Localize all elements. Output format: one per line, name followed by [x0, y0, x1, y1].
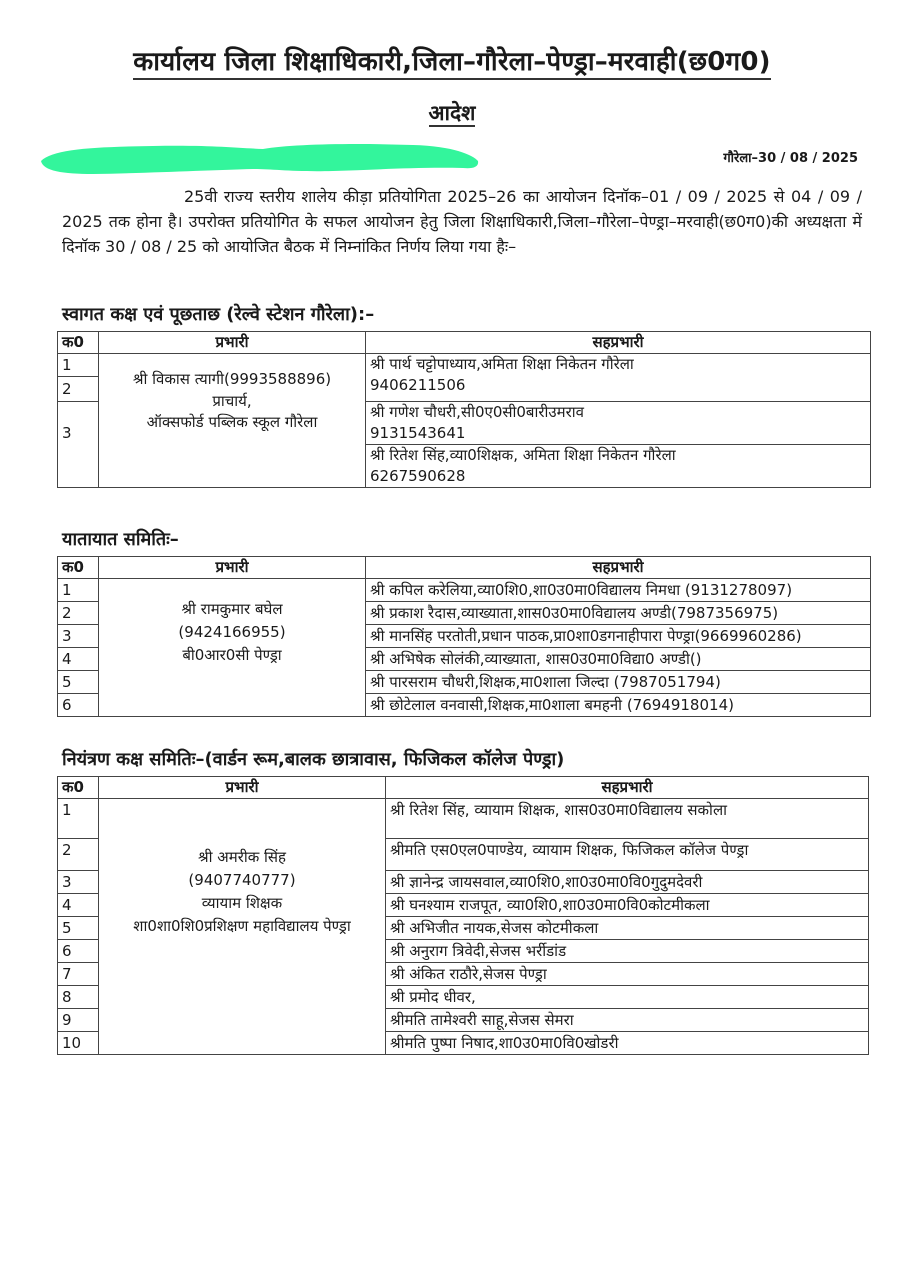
serial-cell: 1: [58, 799, 99, 839]
co-incharge-cell: श्रीमति तामेश्वरी साहू,सेजस सेमरा: [386, 1009, 869, 1032]
section-heading-traffic: यातायात समितिः–: [62, 529, 179, 550]
table-header-row: [58, 332, 871, 354]
serial-cell: 8: [58, 986, 99, 1009]
serial-3: 3: [58, 402, 99, 488]
control-room-committee-table: [57, 776, 869, 1055]
co-incharge-cell: श्री मानसिंह परतोती,प्रधान पाठक,प्रा0शा0डगनाहीपारा पेण्ड्रा(9669960286): [366, 625, 871, 648]
office-title: कार्यालय जिला शिक्षाधिकारी,जिला–गौरेला–पेण्ड्रा–मरवाही(छ0ग0): [0, 42, 904, 78]
co-incharge-cell: श्री प्रकाश रैदास,व्याख्याता,शास0उ0मा0विद्यालय अण्डी(7987356975): [366, 602, 871, 625]
incharge-cell: [99, 799, 386, 1055]
serial-1: 1: [58, 354, 98, 377]
serial-cell: 2: [58, 602, 99, 625]
incharge-line: श्री अमरीक सिंह: [197, 847, 286, 866]
reception-committee-table: [57, 331, 871, 488]
table-row: [58, 354, 871, 402]
col-serial: क0: [58, 557, 99, 579]
intro-paragraph: 25वी राज्य स्तरीय शालेय कीड़ा प्रतियोगिता 2025–26 का आयोजन दिनॉक–01 / 09 / 2025 से 04 / 09 / 2025 तक होना है। उपरोक्त प्रतियोगित के सफल आयोजन हेतु जिला शिक्षाधिकारी,जिला–गौरेला–पेण्ड्रा–मरवाही(छ0ग0)की अध्यक्षता में दिनॉक 30 / 08 / 25 को आयोजित बैठक में निम्नांकित निर्णय लिया गया हैः–: [62, 187, 862, 256]
col-co-incharge: सहप्रभारी: [366, 332, 871, 354]
co-incharge-cell: श्री पारसराम चौधरी,शिक्षक,मा0शाला जिल्दा (7987051794): [366, 671, 871, 694]
serial-cell: 6: [58, 694, 99, 717]
serial-cell: 4: [58, 648, 99, 671]
co-incharge-cell: श्री प्रमोद धीवर,: [386, 986, 869, 1009]
incharge-line: बी0आर0सी पेण्ड्रा: [182, 646, 282, 664]
co-incharge-cell: श्री छोटेलाल वनवासी,शिक्षक,मा0शाला बमहनी (7694918014): [366, 694, 871, 717]
co-incharge-cell: श्री घनश्याम राजपूत, व्या0शि0,शा0उ0मा0वि0कोटमीकला: [386, 894, 869, 917]
order-heading: आदेश: [428, 101, 476, 125]
col-incharge: प्रभारी: [99, 557, 366, 579]
table-header-row: [58, 557, 871, 579]
co-incharge-cell: श्री रितेश सिंह, व्यायाम शिक्षक, शास0उ0मा0विद्यालय सकोला: [386, 799, 869, 839]
table-row: [58, 799, 869, 839]
col-incharge: प्रभारी: [99, 777, 386, 799]
serial-cell: 1: [58, 579, 99, 602]
co-incharge-cell: श्री पार्थ चट्टोपाध्याय,अमिता शिक्षा निकेतन गौरेला 9406211506: [366, 354, 871, 402]
co-incharge-cell: श्री अभिषेक सोलंकी,व्याख्याता, शास0उ0मा0विद्या0 अण्डी(): [366, 648, 871, 671]
incharge-line: व्यायाम शिक्षक: [201, 893, 283, 912]
col-co-incharge: सहप्रभारी: [366, 557, 871, 579]
col-serial: क0: [58, 332, 99, 354]
serial-cell: 6: [58, 940, 99, 963]
section-heading-control-room: नियंत्रण कक्ष समितिः–(वार्डन रूम,बालक छात्रावास, फिजिकल कॉलेज पेण्ड्रा): [62, 749, 565, 770]
serial-cell: 4: [58, 894, 99, 917]
table-row: [58, 579, 871, 602]
incharge-line: शा0शा0शि0प्रशिक्षण महाविद्यालय पेण्ड्रा: [133, 916, 351, 935]
serial-cell: 10: [58, 1032, 99, 1055]
incharge-cell: [99, 579, 366, 717]
co-incharge-cell: श्रीमति एस0एल0पाण्डेय, व्यायाम शिक्षक, फिजिकल कॉलेज पेण्ड्रा: [386, 839, 869, 871]
co-incharge-cell: श्री अनुराग त्रिवेदी,सेजस भर्रीडांड: [386, 940, 869, 963]
col-incharge: प्रभारी: [99, 332, 366, 354]
traffic-committee-table: [57, 556, 871, 717]
serial-cell: 9: [58, 1009, 99, 1032]
serial-cell: 5: [58, 917, 99, 940]
serial-cell: 7: [58, 963, 99, 986]
col-co-incharge: सहप्रभारी: [386, 777, 869, 799]
serial-cell: 2: [58, 839, 99, 871]
co-incharge-cell: श्रीमति पुष्पा निषाद,शा0उ0मा0वि0खोडरी: [386, 1032, 869, 1055]
co-incharge-cell: श्री गणेश चौधरी,सी0ए0सी0बारीउमराव 9131543641: [366, 402, 871, 445]
table-header-row: [58, 777, 869, 799]
serial-cell: [58, 354, 99, 402]
serial-cell: 5: [58, 671, 99, 694]
incharge-line: (9424166955): [178, 623, 286, 641]
incharge-cell: श्री विकास त्यागी(9993588896) प्राचार्य, ऑक्सफोर्ड पब्लिक स्कूल गौरेला: [99, 354, 366, 488]
serial-cell: 3: [58, 625, 99, 648]
order-date: गौरेला–30 / 08 / 2025: [723, 151, 858, 166]
section-heading-reception: स्वागत कक्ष एवं पूछताछ (रेल्वे स्टेशन गौरेला):–: [62, 304, 375, 325]
co-incharge-cell: श्री अभिजीत नायक,सेजस कोटमीकला: [386, 917, 869, 940]
co-incharge-cell: श्री रितेश सिंह,व्या0शिक्षक, अमिता शिक्षा निकेतन गौरेला 6267590628: [366, 445, 871, 488]
co-incharge-cell: श्री कपिल करेलिया,व्या0शि0,शा0उ0मा0विद्यालय निमधा (9131278097): [366, 579, 871, 602]
incharge-line: श्री रामकुमार बघेल: [181, 600, 283, 618]
co-incharge-cell: श्री ज्ञानेन्द्र जायसवाल,व्या0शि0,शा0उ0मा0वि0गुदुमदेवरी: [386, 871, 869, 894]
col-serial: क0: [58, 777, 99, 799]
co-incharge-cell: श्री अंकित राठौरे,सेजस पेण्ड्रा: [386, 963, 869, 986]
serial-2: 2: [62, 380, 72, 398]
incharge-line: (9407740777): [188, 870, 296, 889]
serial-cell: 3: [58, 871, 99, 894]
redaction-mark: [33, 137, 483, 175]
